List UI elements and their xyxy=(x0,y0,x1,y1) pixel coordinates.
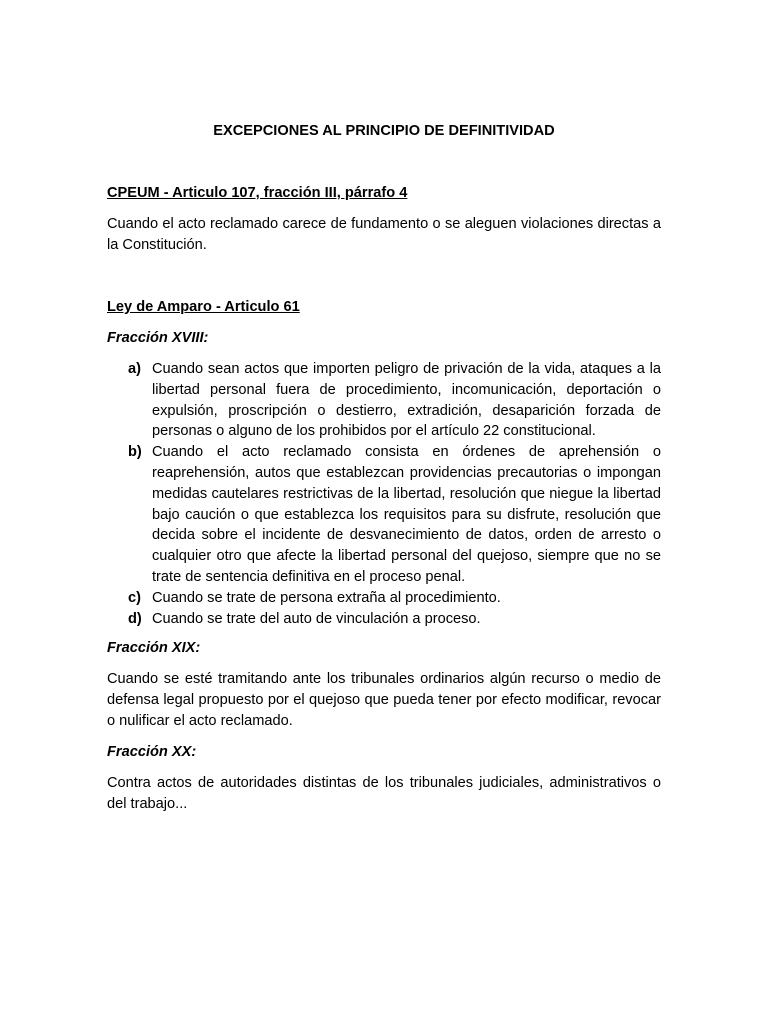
cpeum-paragraph: Cuando el acto reclamado carece de fundamento o se aleguen violaciones directas a la Constitución. xyxy=(107,216,661,253)
list-item-text: Cuando el acto reclamado consista en órdenes de aprehensión o reaprehensión, autos que establezcan providencias precautorias o impongan medidas cautelares restrictivas de la libertad, resolución que niegue la libertad bajo caución o que establezca los requisitos para su disfrute, resolución que decida sobre el incidente de desvanecimiento de datos, orden de arresto o cualquier otro que afecte la libertad personal del quejoso, siempre que no se trate de sentencia definitiva en el proceso penal. xyxy=(152,444,661,585)
fraccion-xix-label: Fracción XIX: xyxy=(107,640,201,656)
list-item xyxy=(128,359,661,442)
fraccion-xviii-list xyxy=(128,359,661,629)
fraccion-xx-label: Fracción XX: xyxy=(107,744,197,760)
list-marker: c) xyxy=(128,589,141,606)
list-item xyxy=(128,588,661,609)
fraccion-xix-paragraph: Cuando se esté tramitando ante los tribunales ordinarios algún recurso o medio de defensa legal propuesto por el quejoso que pueda tener por efecto modificar, revocar o nulificar el acto reclamado. xyxy=(107,671,661,729)
document-title: EXCEPCIONES AL PRINCIPIO DE DEFINITIVIDAD xyxy=(213,123,555,139)
list-item-text: Cuando se trate del auto de vinculación a proceso. xyxy=(152,610,481,627)
ley-amparo-heading: Ley de Amparo - Articulo 61 xyxy=(107,299,300,315)
cpeum-heading: CPEUM - Articulo 107, fracción III, párrafo 4 xyxy=(107,185,408,201)
fraccion-xx-paragraph: Contra actos de autoridades distintas de los tribunales judiciales, administrativos o del trabajo... xyxy=(107,775,661,812)
list-item xyxy=(128,609,661,630)
list-item-text: Cuando se trate de persona extraña al procedimiento. xyxy=(152,589,501,606)
list-marker: d) xyxy=(128,610,142,627)
list-marker: b) xyxy=(128,444,142,461)
list-item-text: Cuando sean actos que importen peligro de privación de la vida, ataques a la libertad personal fuera de procedimiento, incomunicación, deportación o expulsión, proscripción o destierro, extradición, desaparición forzada de personas o alguno de los prohibidos por el artículo 22 constitucional. xyxy=(152,361,661,440)
fraccion-xviii-label: Fracción XVIII: xyxy=(107,330,209,346)
list-marker: a) xyxy=(128,361,141,377)
list-item xyxy=(128,442,661,588)
